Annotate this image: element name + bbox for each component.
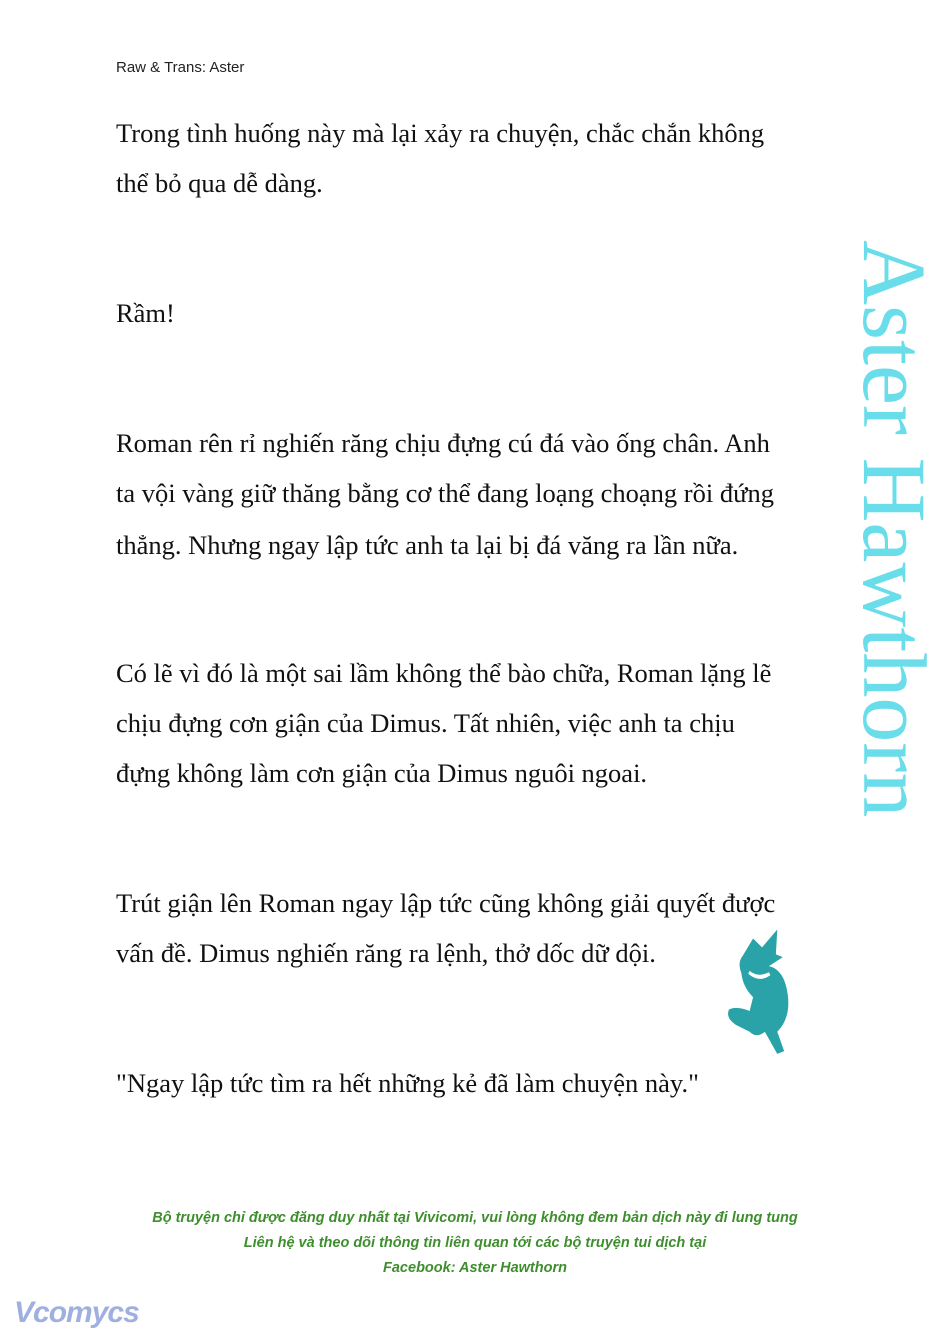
body-line: vấn đề. Dimus nghiến răng ra lệnh, thở dốc dữ dội. [116, 938, 656, 968]
body-line: chịu đựng cơn giận của Dimus. Tất nhiên, việc anh ta chịu [116, 708, 735, 738]
body-line: Roman rên rỉ nghiến răng chịu đựng cú đá vào ống chân. Anh [116, 428, 770, 458]
footer-notice: Bộ truyện chỉ được đăng duy nhất tại Vivicomi, vui lòng không đem bản dịch này đi lung tung [152, 1210, 798, 1226]
body-line: Trút giận lên Roman ngay lập tức cũng không giải quyết được [116, 888, 776, 918]
body-line: Rầm! [116, 298, 175, 328]
body-line: Có lẽ vì đó là một sai lầm không thể bào chữa, Roman lặng lẽ [116, 658, 772, 688]
footer-contact: Liên hệ và theo dõi thông tin liên quan tới các bộ truyện tui dịch tại [243, 1235, 707, 1251]
body-line: ta vội vàng giữ thăng bằng cơ thể đang loạng choạng rồi đứng [116, 478, 774, 508]
body-line: đựng không làm cơn giận của Dimus nguôi ngoai. [116, 758, 648, 788]
body-line: Trong tình huống này mà lại xảy ra chuyện, chắc chắn không [116, 118, 765, 148]
body-line: thẳng. Nhưng ngay lập tức anh ta lại bị đá văng ra lần nữa. [116, 530, 739, 560]
vcomycs-logo: Vcomycs [14, 1296, 139, 1329]
translator-credit: Raw & Trans: Aster [116, 59, 245, 76]
body-line: "Ngay lập tức tìm ra hết những kẻ đã làm chuyện này." [116, 1068, 699, 1098]
cat-watermark-icon [722, 928, 798, 1056]
footer-facebook: Facebook: Aster Hawthorn [383, 1260, 567, 1276]
body-line: thể bỏ qua dễ dàng. [116, 168, 323, 198]
watermark-text: Aster Hawthorn [844, 240, 943, 818]
